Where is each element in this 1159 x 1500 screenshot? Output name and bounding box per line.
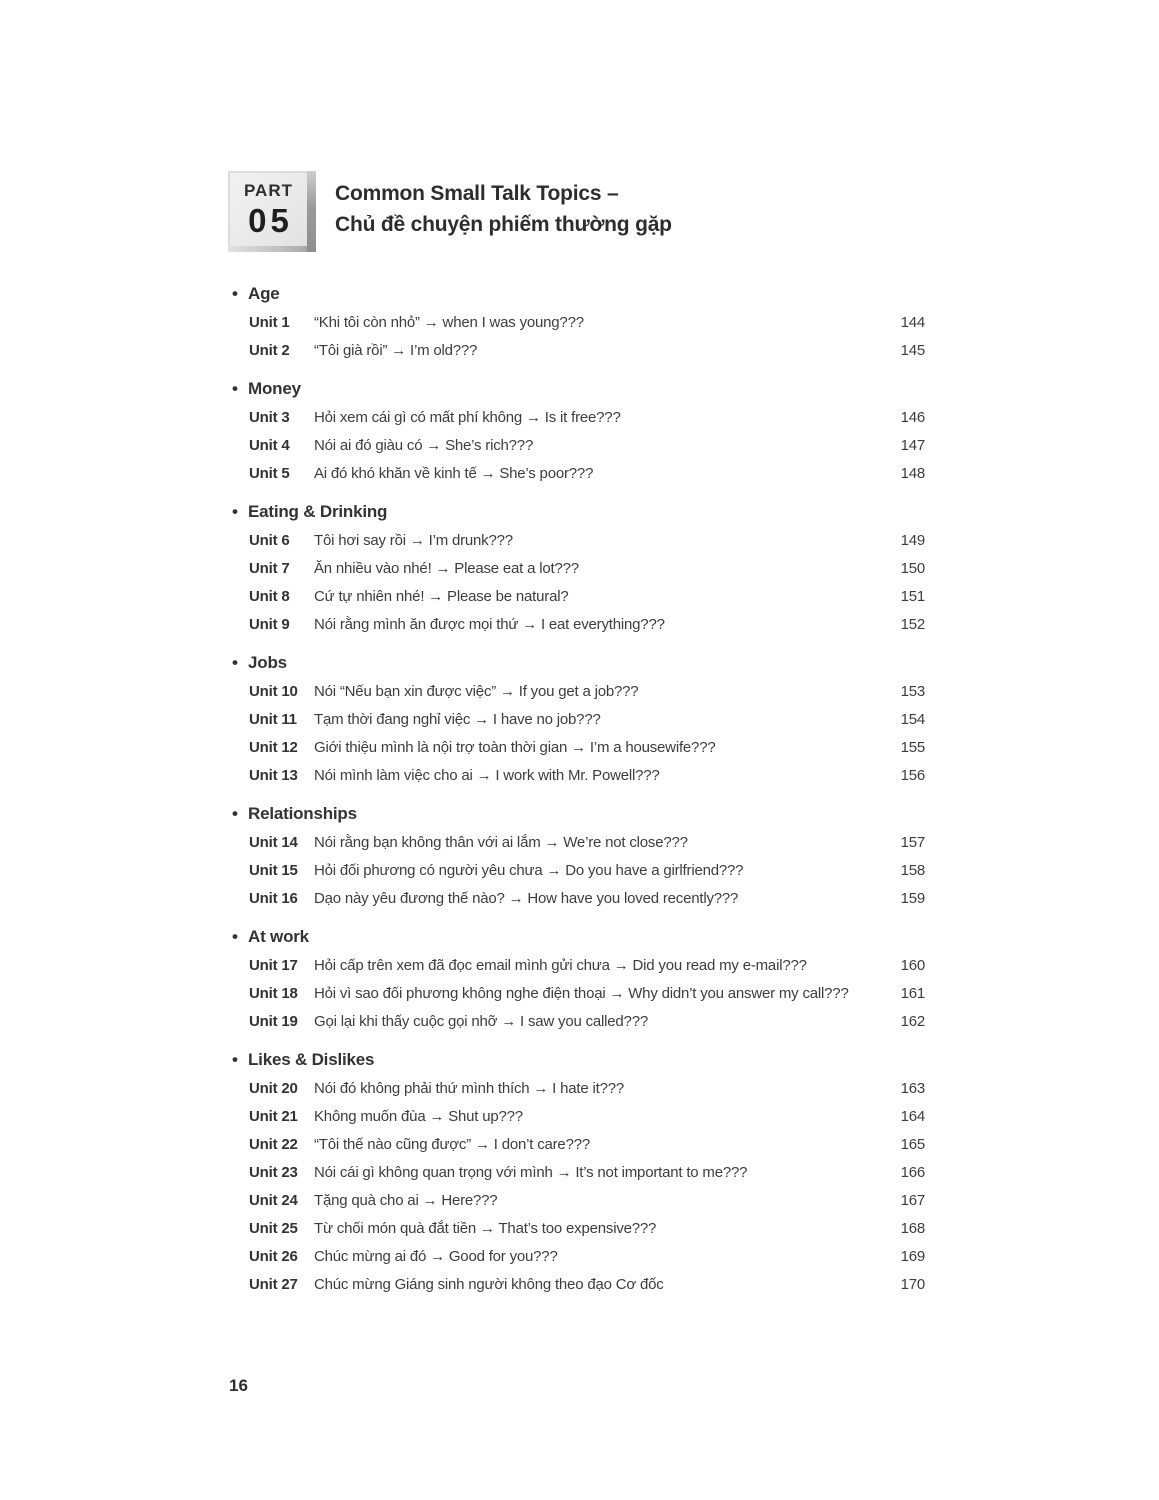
unit-page-number: 167 xyxy=(900,1191,925,1209)
unit-title: Hỏi vì sao đối phương không nghe điện thoại → Why didn’t you answer my call??? xyxy=(314,984,849,1002)
unit-page-number: 165 xyxy=(900,1135,925,1153)
unit-title: Hỏi xem cái gì có mất phí không → Is it free??? xyxy=(314,408,621,426)
toc-entry-row xyxy=(232,856,925,884)
unit-page-number: 162 xyxy=(900,1012,925,1030)
unit-label: Unit 8 xyxy=(249,587,290,605)
unit-page-number: 157 xyxy=(900,833,925,851)
unit-page-number: 156 xyxy=(900,766,925,784)
unit-title: Nói rằng mình ăn được mọi thứ → I eat everything??? xyxy=(314,615,665,633)
unit-page-number: 144 xyxy=(900,313,925,331)
unit-label: Unit 1 xyxy=(249,313,290,331)
toc-entry-row xyxy=(232,677,925,705)
unit-label: Unit 10 xyxy=(249,682,298,700)
unit-page-number: 160 xyxy=(900,956,925,974)
toc-entry-row xyxy=(232,1102,925,1130)
toc-entry-row xyxy=(232,431,925,459)
unit-title: “Khi tôi còn nhỏ” → when I was young??? xyxy=(314,313,584,331)
unit-label: Unit 11 xyxy=(249,710,297,728)
unit-title: Tặng quà cho ai → Here??? xyxy=(314,1191,498,1209)
toc-entry-row xyxy=(232,761,925,789)
unit-label: Unit 15 xyxy=(249,861,298,879)
unit-label: Unit 2 xyxy=(249,341,290,359)
section-heading-label: Eating & Drinking xyxy=(248,502,388,521)
unit-page-number: 155 xyxy=(900,738,925,756)
unit-label: Unit 17 xyxy=(249,956,298,974)
toc-entry-row xyxy=(232,828,925,856)
part-title xyxy=(335,171,672,246)
unit-title: Ăn nhiều vào nhé! → Please eat a lot??? xyxy=(314,559,579,577)
toc-entry-row xyxy=(232,884,925,912)
unit-page-number: 150 xyxy=(900,559,925,577)
toc-entry-row xyxy=(232,1270,925,1298)
unit-title: “Tôi thế nào cũng được” → I don’t care??? xyxy=(314,1135,590,1153)
unit-label: Unit 24 xyxy=(249,1191,298,1209)
unit-title: Không muốn đùa → Shut up??? xyxy=(314,1107,523,1125)
section-heading-label: Jobs xyxy=(248,653,287,672)
bullet-icon: • xyxy=(232,502,238,521)
toc-section xyxy=(232,280,925,364)
unit-page-number: 163 xyxy=(900,1079,925,1097)
unit-title: Hỏi cấp trên xem đã đọc email mình gửi chưa → Did you read my e-mail??? xyxy=(314,956,807,974)
unit-page-number: 147 xyxy=(900,436,925,454)
unit-page-number: 164 xyxy=(900,1107,925,1125)
bullet-icon: • xyxy=(232,927,238,946)
toc-section xyxy=(232,800,925,912)
toc-entry-row xyxy=(232,610,925,638)
section-heading xyxy=(232,375,925,403)
part-number: 05 xyxy=(248,202,293,239)
table-of-contents xyxy=(232,280,925,1309)
part-number-box xyxy=(228,171,307,246)
toc-entry-row xyxy=(232,979,925,1007)
unit-label: Unit 9 xyxy=(249,615,290,633)
part-header xyxy=(228,171,672,246)
unit-page-number: 161 xyxy=(900,984,925,1002)
toc-entry-row xyxy=(232,1074,925,1102)
unit-label: Unit 26 xyxy=(249,1247,298,1265)
unit-label: Unit 22 xyxy=(249,1135,298,1153)
unit-title: “Tôi già rồi” → I’m old??? xyxy=(314,341,478,359)
toc-entry-row xyxy=(232,403,925,431)
section-heading xyxy=(232,649,925,677)
unit-title: Nói mình làm việc cho ai → I work with Mr. Powell??? xyxy=(314,766,660,784)
unit-page-number: 170 xyxy=(900,1275,925,1293)
section-heading xyxy=(232,280,925,308)
unit-page-number: 152 xyxy=(900,615,925,633)
unit-label: Unit 19 xyxy=(249,1012,298,1030)
unit-label: Unit 13 xyxy=(249,766,298,784)
bullet-icon: • xyxy=(232,284,238,303)
unit-label: Unit 27 xyxy=(249,1275,298,1293)
section-heading-label: Relationships xyxy=(248,804,357,823)
unit-label: Unit 18 xyxy=(249,984,298,1002)
unit-page-number: 168 xyxy=(900,1219,925,1237)
unit-label: Unit 23 xyxy=(249,1163,298,1181)
unit-label: Unit 5 xyxy=(249,464,290,482)
toc-entry-row xyxy=(232,526,925,554)
unit-title: Gọi lại khi thấy cuộc gọi nhỡ → I saw you called??? xyxy=(314,1012,648,1030)
section-heading xyxy=(232,800,925,828)
unit-page-number: 166 xyxy=(900,1163,925,1181)
unit-title: Nói cái gì không quan trọng với mình → It’s not important to me??? xyxy=(314,1163,748,1181)
unit-label: Unit 4 xyxy=(249,436,290,454)
toc-entry-row xyxy=(232,733,925,761)
section-heading xyxy=(232,923,925,951)
toc-entry-row xyxy=(232,1007,925,1035)
toc-entry-row xyxy=(232,1186,925,1214)
toc-entry-row xyxy=(232,951,925,979)
toc-section xyxy=(232,923,925,1035)
unit-page-number: 159 xyxy=(900,889,925,907)
unit-title: Hỏi đối phương có người yêu chưa → Do you have a girlfriend??? xyxy=(314,861,744,879)
bullet-icon: • xyxy=(232,653,238,672)
unit-title: Từ chối món quà đắt tiền → That’s too expensive??? xyxy=(314,1219,657,1237)
bullet-icon: • xyxy=(232,804,238,823)
unit-label: Unit 14 xyxy=(249,833,298,851)
toc-entry-row xyxy=(232,1158,925,1186)
toc-section xyxy=(232,498,925,638)
section-heading xyxy=(232,498,925,526)
unit-title: Dạo này yêu đương thế nào? → How have you loved recently??? xyxy=(314,889,739,907)
bullet-icon: • xyxy=(232,379,238,398)
unit-label: Unit 21 xyxy=(249,1107,298,1125)
unit-title: Chúc mừng ai đó → Good for you??? xyxy=(314,1247,558,1265)
unit-label: Unit 12 xyxy=(249,738,298,756)
part-label: PART xyxy=(243,181,293,200)
section-heading xyxy=(232,1046,925,1074)
toc-entry-row xyxy=(232,308,925,336)
unit-page-number: 148 xyxy=(900,464,925,482)
unit-label: Unit 16 xyxy=(249,889,298,907)
unit-label: Unit 25 xyxy=(249,1219,298,1237)
unit-page-number: 145 xyxy=(900,341,925,359)
toc-section xyxy=(232,375,925,487)
toc-section xyxy=(232,1046,925,1298)
toc-entry-row xyxy=(232,336,925,364)
toc-entry-row xyxy=(232,1242,925,1270)
toc-entry-row xyxy=(232,554,925,582)
unit-title: Nói ai đó giàu có → She’s rich??? xyxy=(314,436,534,454)
unit-title: Nói “Nếu bạn xin được việc” → If you get a job??? xyxy=(314,682,639,700)
toc-entry-row xyxy=(232,705,925,733)
unit-page-number: 151 xyxy=(900,587,925,605)
toc-entry-row xyxy=(232,459,925,487)
unit-title: Tạm thời đang nghỉ việc → I have no job??? xyxy=(314,710,601,728)
page-number: 16 xyxy=(229,1376,248,1395)
toc-entry-row xyxy=(232,1214,925,1242)
unit-title: Tôi hơi say rồi → I’m drunk??? xyxy=(314,531,513,549)
unit-page-number: 149 xyxy=(900,531,925,549)
unit-title: Cứ tự nhiên nhé! → Please be natural? xyxy=(314,587,569,605)
unit-page-number: 169 xyxy=(900,1247,925,1265)
unit-title: Nói rằng bạn không thân với ai lắm → We’re not close??? xyxy=(314,833,688,851)
section-heading-label: At work xyxy=(248,927,309,946)
unit-label: Unit 6 xyxy=(249,531,290,549)
unit-page-number: 158 xyxy=(900,861,925,879)
unit-label: Unit 7 xyxy=(249,559,290,577)
unit-page-number: 153 xyxy=(900,682,925,700)
bullet-icon: • xyxy=(232,1050,238,1069)
part-title-english: Common Small Talk Topics – xyxy=(335,181,619,205)
unit-page-number: 154 xyxy=(900,710,925,728)
unit-title: Ai đó khó khăn về kinh tế → She’s poor??? xyxy=(314,464,594,482)
unit-label: Unit 3 xyxy=(249,408,290,426)
section-heading-label: Likes & Dislikes xyxy=(248,1050,375,1069)
unit-label: Unit 20 xyxy=(249,1079,298,1097)
toc-entry-row xyxy=(232,1130,925,1158)
toc-entry-row xyxy=(232,582,925,610)
section-heading-label: Money xyxy=(248,379,301,398)
unit-title: Nói đó không phải thứ mình thích → I hate it??? xyxy=(314,1079,625,1097)
toc-section xyxy=(232,649,925,789)
part-title-vietnamese: Chủ đề chuyện phiếm thường gặp xyxy=(335,212,672,236)
unit-title: Chúc mừng Giáng sinh người không theo đạo Cơ đốc xyxy=(314,1275,664,1293)
section-heading-label: Age xyxy=(248,284,280,303)
unit-page-number: 146 xyxy=(900,408,925,426)
unit-title: Giới thiệu mình là nội trợ toàn thời gian → I’m a housewife??? xyxy=(314,738,716,756)
